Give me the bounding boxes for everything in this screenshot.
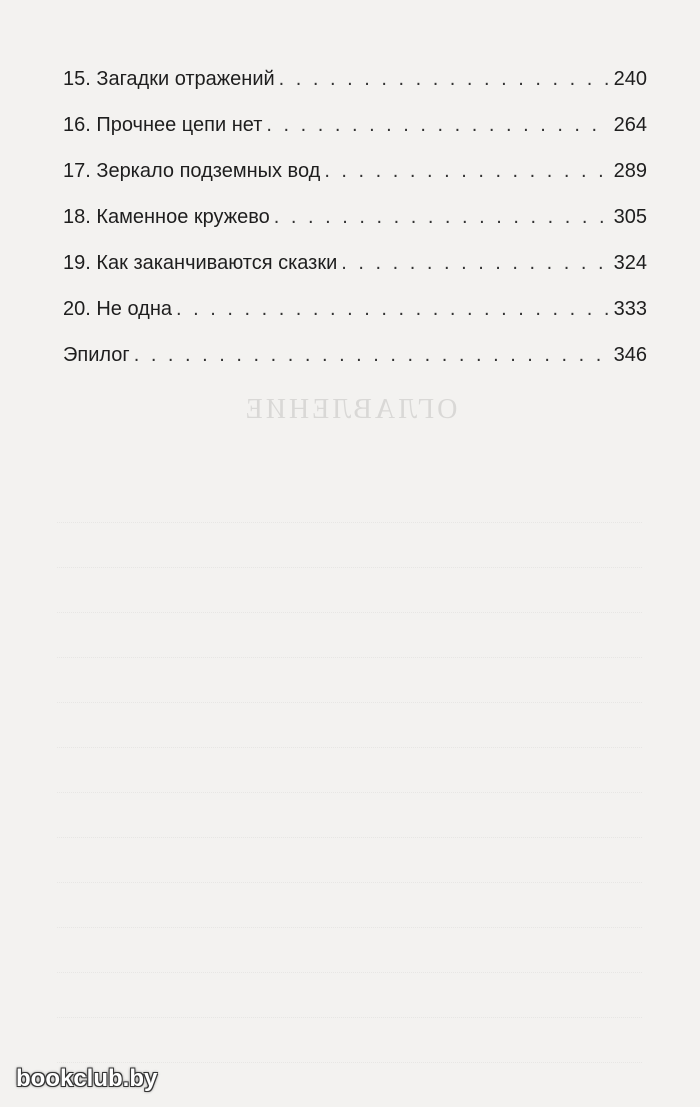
toc-entry-page: 264: [613, 114, 647, 136]
toc-entry: [63, 102, 647, 148]
toc-entry-title: 15. Загадки отражений: [63, 68, 275, 90]
show-through-line: [57, 838, 642, 883]
show-through-line: [57, 1018, 642, 1063]
table-of-contents: [63, 56, 647, 378]
toc-entry-title: 16. Прочнее цепи нет: [63, 114, 263, 136]
show-through-line: [57, 883, 642, 928]
show-through-line: [57, 793, 642, 838]
toc-entry: [63, 240, 647, 286]
toc-leader-dots: [176, 286, 610, 332]
toc-entry: [63, 148, 647, 194]
toc-entry-page: 289: [613, 160, 647, 182]
show-through-line: [57, 928, 642, 973]
show-through-line: [57, 523, 642, 568]
toc-leader-dots: [134, 332, 610, 378]
toc-entry-page: 240: [613, 68, 647, 90]
show-through-line: [57, 703, 642, 748]
toc-entry-title: 19. Как заканчиваются сказки: [63, 252, 338, 274]
toc-entry-page: 324: [613, 252, 647, 274]
show-through-line: [57, 973, 642, 1018]
show-through-line: [57, 658, 642, 703]
toc-leader-dots: [279, 56, 610, 102]
toc-entry-page: 333: [613, 298, 647, 320]
toc-entry: [63, 286, 647, 332]
toc-leader-dots: [266, 102, 609, 148]
toc-entry-title: Эпилог: [63, 344, 130, 366]
show-through-line: [57, 748, 642, 793]
toc-leader-dots: [274, 194, 610, 240]
show-through-lines: [57, 478, 642, 1063]
toc-entry-page: 305: [613, 206, 647, 228]
toc-entry-title: 18. Каменное кружево: [63, 206, 270, 228]
toc-entry: [63, 194, 647, 240]
show-through-line: [57, 478, 642, 523]
show-through-heading: ОГЛАВЛЕНИЕ: [242, 394, 458, 425]
watermark: bookclub.by: [16, 1065, 158, 1092]
toc-leader-dots: [324, 148, 609, 194]
show-through-line: [57, 613, 642, 658]
toc-entry: [63, 332, 647, 378]
toc-entry-page: 346: [613, 344, 647, 366]
toc-entry-title: 20. Не одна: [63, 298, 173, 320]
show-through-line: [57, 568, 642, 613]
toc-entry: [63, 56, 647, 102]
toc-leader-dots: [341, 240, 609, 286]
toc-entry-title: 17. Зеркало подземных вод: [63, 160, 321, 182]
